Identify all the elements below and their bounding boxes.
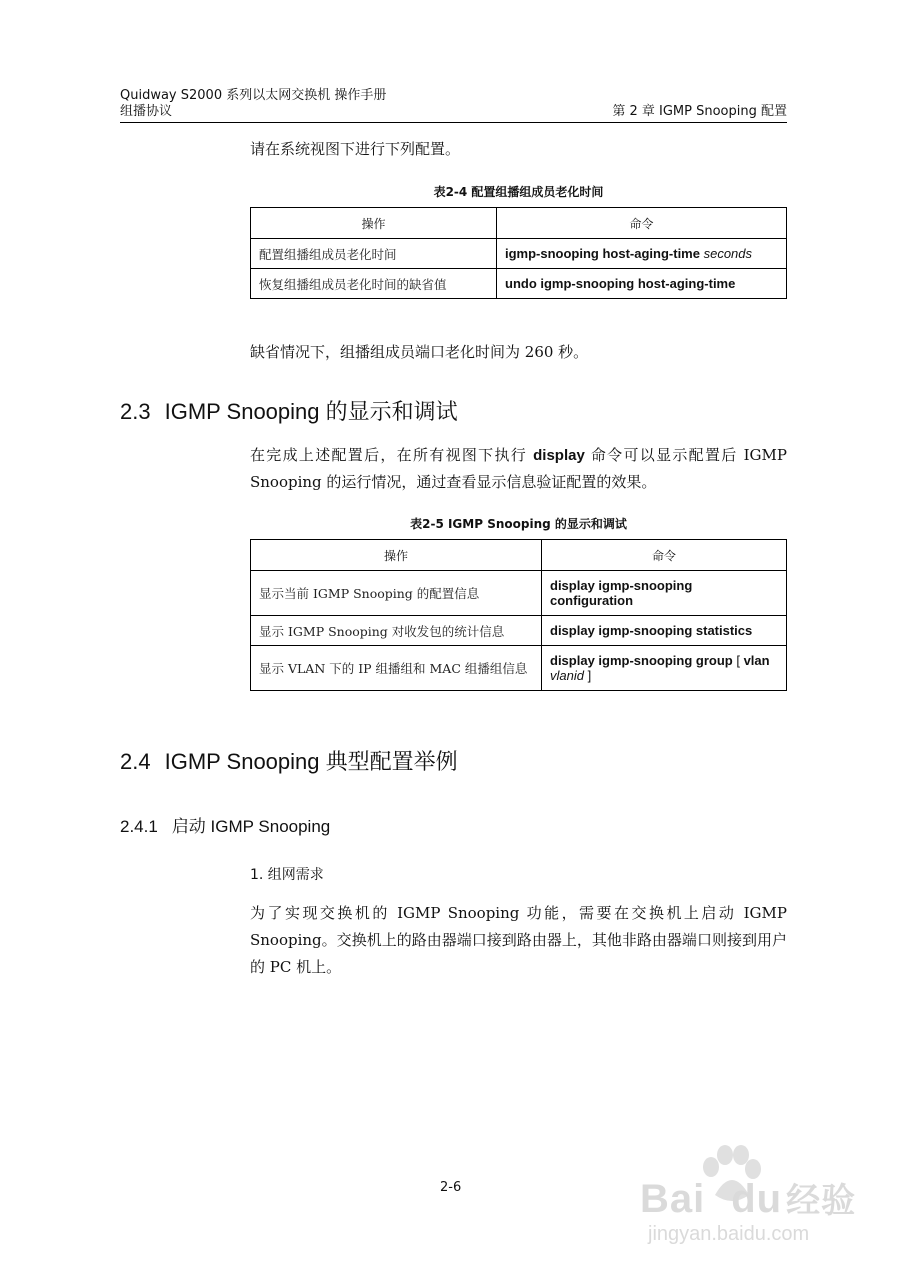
table-row (251, 269, 787, 299)
section-2-3-heading (120, 395, 458, 426)
table1-header-cmd: 命令 (497, 208, 787, 239)
table2-caption: 表2-5 IGMP Snooping 的显示和调试 (410, 517, 627, 531)
table-row (251, 646, 787, 691)
table2-row3-op: 显示 VLAN 下的 IP 组播组和 MAC 组播组信息 (251, 646, 542, 691)
baidu-watermark (640, 1145, 860, 1255)
table2-header-op: 操作 (251, 540, 542, 571)
section-title: IGMP Snooping 典型配置举例 (164, 749, 458, 774)
cmd-keyword: undo igmp-snooping host-aging-time (505, 276, 736, 291)
table1-row2-cmd (497, 269, 787, 299)
table1-header-op: 操作 (251, 208, 497, 239)
table-row (251, 239, 787, 269)
section-number: 2.3 (120, 399, 151, 424)
cmd-keyword: display igmp-snooping statistics (550, 623, 753, 638)
watermark-brand2: du (731, 1177, 783, 1221)
para-text: 在完成上述配置后，在所有视图下执行 (250, 446, 534, 464)
table1-row1-op: 配置组播组成员老化时间 (251, 239, 497, 269)
cmd-keyword: vlan (743, 653, 770, 668)
para-text: 命令可以显示配置后 IGMP Snooping 的运行情况，通过查看显示信息验证配置的效果。 (250, 446, 787, 491)
para-command: display (533, 447, 585, 464)
header-chapter: 第 2 章 IGMP Snooping 配置 (612, 104, 787, 119)
table2-row3-cmd (542, 646, 787, 691)
table1-row1-cmd (497, 239, 787, 269)
table2-row1-cmd (542, 571, 787, 616)
section-2-4-heading (120, 745, 458, 776)
section-2-3-paragraph (250, 442, 787, 496)
requirement-heading: 1. 组网需求 (250, 867, 324, 883)
cmd-keyword: igmp-snooping host-aging-time (505, 246, 704, 261)
section-title: IGMP Snooping 的显示和调试 (164, 399, 458, 424)
table2-header-cmd: 命令 (542, 540, 787, 571)
intro-line: 请在系统视图下进行下列配置。 (250, 140, 461, 158)
cmd-bracket: [ (732, 653, 744, 668)
header-section: 组播协议 (120, 104, 173, 119)
cmd-bracket: ] (583, 668, 592, 683)
table2 (250, 539, 787, 691)
cmd-arg: vlanid (550, 668, 584, 683)
table1 (250, 207, 787, 299)
page-number: 2-6 (440, 1180, 462, 1195)
table1-row2-op: 恢复组播组成员老化时间的缺省值 (251, 269, 497, 299)
cmd-keyword: display igmp-snooping group (550, 653, 733, 668)
requirement-paragraph: 为了实现交换机的 IGMP Snooping 功能，需要在交换机上启动 IGMP Snooping。交换机上的路由器端口接到路由器上，其他非路由器端口则接到用户的 PC 机上。 (250, 904, 787, 976)
cmd-keyword: display igmp-snooping configuration (550, 578, 693, 608)
subsection-number: 2.4.1 (120, 817, 158, 836)
header-product: Quidway S2000 系列以太网交换机 操作手册 (120, 88, 387, 103)
cmd-arg: seconds (703, 246, 753, 261)
table-row (251, 616, 787, 646)
table1-caption: 表2-4 配置组播组成员老化时间 (433, 185, 604, 199)
default-note: 缺省情况下，组播组成员端口老化时间为 260 秒。 (250, 343, 589, 361)
section-number: 2.4 (120, 749, 151, 774)
table2-row2-op: 显示 IGMP Snooping 对收发包的统计信息 (251, 616, 542, 646)
watermark-brand-cn: 经验 (786, 1182, 857, 1220)
subsection-title: 启动 IGMP Snooping (171, 817, 331, 836)
watermark-brand: Bai (640, 1177, 706, 1221)
watermark-url: jingyan.baidu.com (648, 1223, 810, 1245)
table-row (251, 571, 787, 616)
header-rule (120, 122, 787, 123)
table2-row1-op: 显示当前 IGMP Snooping 的配置信息 (251, 571, 542, 616)
table2-row2-cmd (542, 616, 787, 646)
section-2-4-1-heading (120, 812, 330, 837)
